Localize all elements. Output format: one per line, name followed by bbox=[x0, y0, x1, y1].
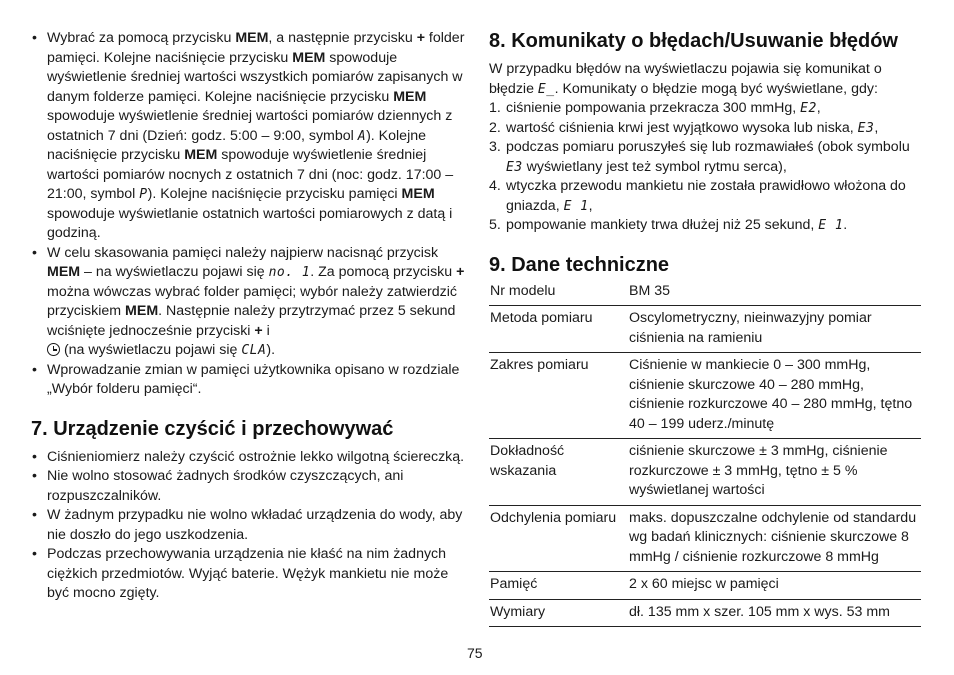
display-no1-symbol: no. 1 bbox=[268, 265, 311, 280]
text: , bbox=[588, 197, 593, 214]
section-8-intro bbox=[489, 60, 921, 99]
display-cla-symbol: CLA bbox=[241, 343, 267, 358]
section-9-title: 9. Dane techniczne bbox=[489, 253, 670, 276]
table-row bbox=[489, 599, 921, 627]
text: . Komunikaty o błędzie mogą być wyświetlane, gdy: bbox=[554, 80, 878, 97]
table-row bbox=[489, 353, 921, 439]
text: Wprowadzanie zmian w pamięci użytkownika opisano w rozdziale „Wybór folderu pamięci“. bbox=[47, 361, 460, 397]
memory-instructions-list bbox=[31, 29, 465, 400]
mem-button-label: MEM bbox=[401, 186, 435, 202]
section-8-title: 8. Komunikaty o błędach/Usuwanie błędów bbox=[489, 30, 898, 52]
text: wartość ciśnienia krwi jest wyjątkowo wysoka lub niska, bbox=[506, 119, 858, 136]
text: pompowanie mankiety trwa dłużej niż 25 sekund, bbox=[506, 217, 819, 233]
list-item bbox=[489, 119, 921, 139]
text: ). bbox=[266, 342, 276, 358]
text: , bbox=[874, 119, 879, 136]
spec-value: maks. dopuszczalne odchylenie od standardu wg badań klinicznych: ciśnienie skurczowe 8 mmHg / ciśnienie rozkurczowe 8 mmHg bbox=[629, 505, 921, 572]
table-row bbox=[489, 280, 921, 306]
spec-key: Dokładność wskazania bbox=[489, 439, 629, 506]
error-symbol: E_ bbox=[537, 81, 555, 97]
list-item bbox=[31, 244, 465, 361]
list-item bbox=[489, 99, 921, 119]
spec-key: Zakres pomiaru bbox=[489, 353, 629, 439]
page-number: 75 bbox=[467, 645, 483, 661]
text: folder pamięci. Kolejne naciśnięcie przycisku bbox=[47, 30, 465, 66]
text: można wówczas wybrać folder pamięci; wybór należy zatwierdzić przyciskiem bbox=[47, 283, 458, 319]
table-row bbox=[489, 572, 921, 600]
night-symbol: P bbox=[139, 187, 148, 202]
text: (na wyświetlaczu pojawi się bbox=[60, 342, 242, 358]
spec-key: Odchylenia pomiaru bbox=[489, 505, 629, 572]
text: , bbox=[816, 100, 821, 116]
text: spowoduje wyświetlenie średniej wartości pomiarów nocnych z ostatnich 7 dni (noc: godz. 17:00 – 21:00, symbol bbox=[47, 147, 454, 202]
text: ). Kolejne naciśnięcie przycisku bbox=[47, 127, 426, 163]
spec-value: BM 35 bbox=[629, 282, 671, 299]
spec-key: Wymiary bbox=[489, 599, 629, 627]
text: W przypadku błędów na wyświetlaczu pojawia się komunikat o błędzie bbox=[489, 61, 882, 97]
text: . Za pomocą przycisku bbox=[310, 264, 457, 280]
text: podczas pomiaru poruszyłeś się lub rozmawiałeś (obok symbolu bbox=[506, 139, 910, 155]
item-number: 3. bbox=[489, 139, 501, 155]
spec-key: Pamięć bbox=[489, 572, 629, 600]
list-item bbox=[489, 177, 921, 216]
error-code: E2 bbox=[800, 101, 817, 116]
list-item: • Nie wolno stosować żadnych środków czyszczących, ani rozpuszczalników. bbox=[31, 467, 465, 506]
text: . Następnie należy przytrzymać przez 5 sekund wciśnięte jednocześnie przyciski bbox=[47, 303, 456, 339]
mem-button-label: MEM bbox=[125, 303, 159, 319]
plus-button-label: + bbox=[456, 264, 465, 280]
text: i bbox=[262, 322, 270, 339]
error-code: E 1 bbox=[818, 218, 844, 233]
list-item bbox=[31, 361, 465, 400]
right-column bbox=[489, 29, 921, 627]
text: ). Kolejne naciśnięcie przycisku pamięci bbox=[147, 186, 402, 202]
error-list bbox=[489, 99, 921, 236]
spec-key: Nr modelu bbox=[490, 282, 556, 299]
table-row bbox=[489, 306, 921, 353]
text: wyświetlany jest też symbol rytmu serca), bbox=[522, 158, 787, 175]
left-column bbox=[31, 29, 465, 604]
mem-button-label: MEM bbox=[184, 147, 218, 163]
cleaning-list bbox=[31, 448, 465, 604]
mem-button-label: MEM bbox=[47, 264, 81, 280]
table-row bbox=[489, 505, 921, 572]
text: W celu skasowania pamięci należy najpierw nacisnąć przycisk bbox=[47, 244, 439, 261]
list-item: • W żadnym przypadku nie wolno wkładać urządzenia do wody, aby nie doszło do jego uszkodzenia. bbox=[31, 506, 465, 545]
mem-button-label: MEM bbox=[235, 30, 269, 46]
plus-button-label: + bbox=[416, 30, 425, 46]
error-code: E3 bbox=[506, 159, 523, 175]
spec-value: 2 x 60 miejsc w pamięci bbox=[629, 572, 921, 600]
spec-value: dł. 135 mm x szer. 105 mm x wys. 53 mm bbox=[629, 599, 921, 627]
item-number: 1. bbox=[489, 100, 501, 116]
mem-button-label: MEM bbox=[393, 88, 427, 105]
text: spowoduje wyświetlenie średniej wartości pomiarów dziennych z ostatnich 7 dni (Dzień: godz. 5:00 – 9:00, symbol bbox=[47, 108, 453, 144]
item-number: 4. bbox=[489, 178, 501, 194]
text: Wybrać za pomocą przycisku bbox=[47, 30, 236, 46]
text: , a następnie przycisku bbox=[268, 30, 417, 46]
list-item bbox=[489, 138, 921, 177]
list-item bbox=[31, 29, 465, 244]
text: spowoduje wyświetlanie ostatnich wartości pomiarowych z datą i godziną. bbox=[47, 205, 453, 241]
list-item: • Podczas przechowywania urządzenia nie kłaść na nim żadnych ciężkich przedmiotów. Wyjąć baterie. Wężyk mankietu nie może być mocno zgięty. bbox=[31, 545, 465, 604]
text: ciśnienie pompowania przekracza 300 mmHg, bbox=[506, 100, 801, 116]
item-number: 2. bbox=[489, 119, 501, 136]
error-code: E 1 bbox=[563, 198, 589, 214]
technical-data-table bbox=[489, 280, 921, 628]
text: spowoduje wyświetlenie średniej wartości wszystkich pomiarów zapisanych w danym folderze pamięci. Kolejne naciśnięcie przycisku bbox=[47, 49, 463, 105]
list-item bbox=[489, 216, 921, 236]
table-row bbox=[489, 439, 921, 506]
plus-button-label: + bbox=[254, 322, 263, 339]
mem-button-label: MEM bbox=[292, 49, 326, 66]
clock-icon bbox=[47, 343, 60, 356]
list-item: • Ciśnieniomierz należy czyścić ostrożnie lekko wilgotną ściereczką. bbox=[31, 448, 465, 468]
error-code: E3 bbox=[857, 120, 875, 136]
day-symbol: A bbox=[357, 128, 367, 144]
section-7-title: 7. Urządzenie czyścić i przechowywać bbox=[31, 417, 394, 440]
item-number: 5. bbox=[489, 217, 501, 233]
text: . bbox=[843, 217, 848, 233]
text: wtyczka przewodu mankietu nie została prawidłowo włożona do gniazda, bbox=[506, 178, 906, 214]
spec-key: Metoda pomiaru bbox=[489, 306, 629, 353]
text: – na wyświetlaczu pojawi się bbox=[80, 264, 269, 280]
spec-value: Oscylometryczny, nieinwazyjny pomiar ciśnienia na ramieniu bbox=[629, 306, 921, 353]
spec-value: Ciśnienie w mankiecie 0 – 300 mmHg, ciśnienie skurczowe 40 – 280 mmHg, ciśnienie rozkurczowe 40 – 280 mmHg, tętno 40 – 199 uderz./minutę bbox=[629, 353, 921, 439]
spec-value: ciśnienie skurczowe ± 3 mmHg, ciśnienie rozkurczowe ± 3 mmHg, tętno ± 5 % wyświetlanej wartości bbox=[629, 439, 921, 506]
